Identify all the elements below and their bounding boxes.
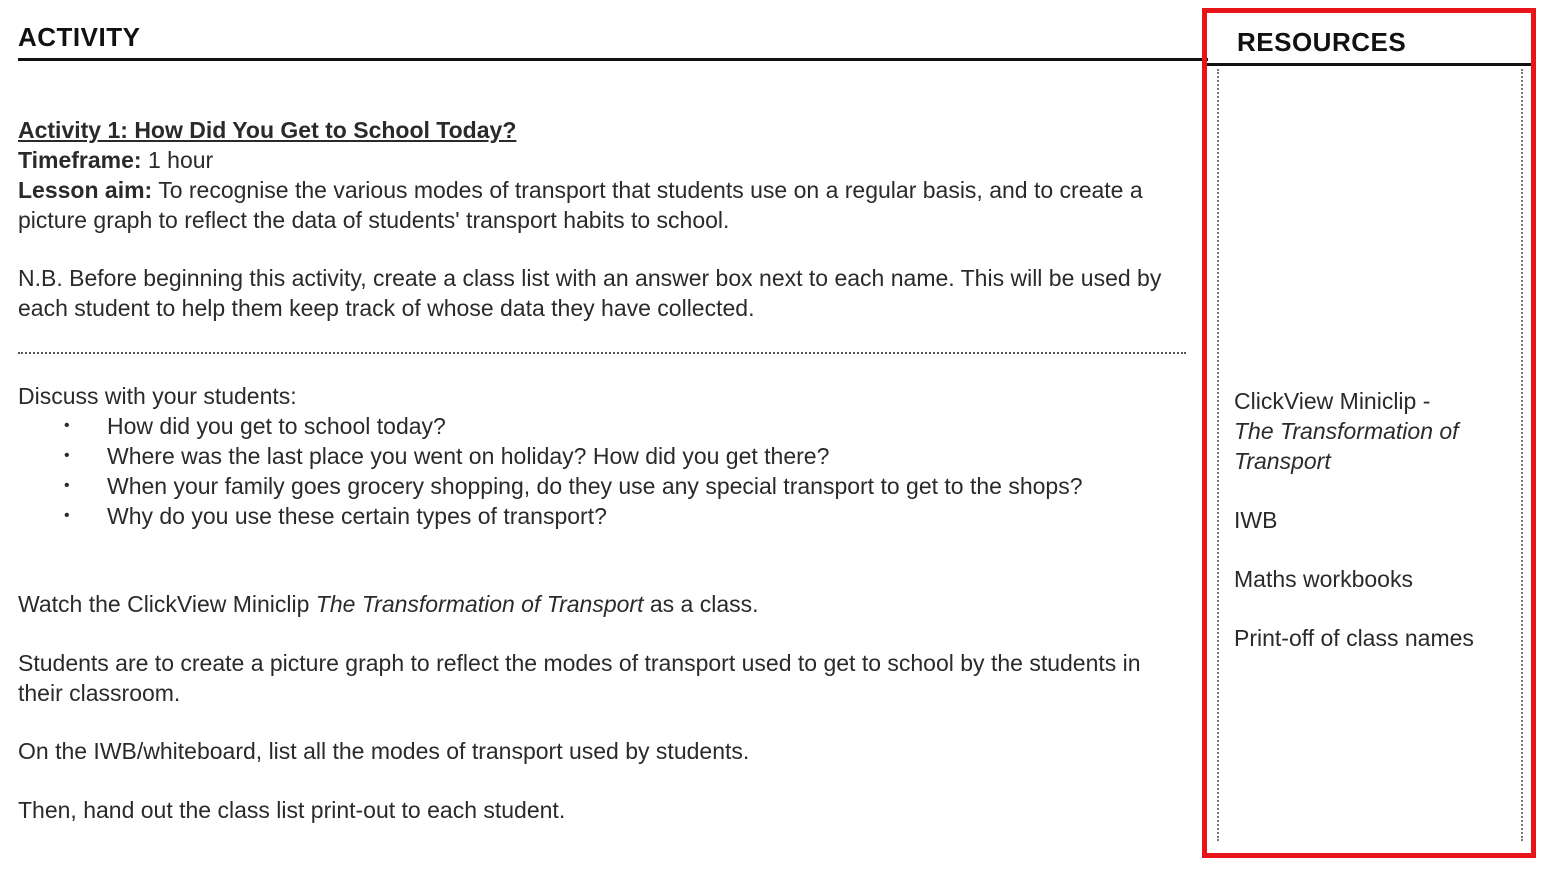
dotted-divider (18, 352, 1186, 354)
resources-column-highlight (1202, 8, 1536, 858)
timeframe-line (18, 145, 1198, 175)
watch-instruction (18, 589, 1188, 619)
list-item (18, 471, 1198, 501)
resource-class-names-printout: Print-off of class names (1234, 625, 1474, 651)
resources-list (1234, 386, 1524, 682)
resource-miniclip (1234, 386, 1524, 476)
question-text: Where was the last place you went on holiday? How did you get there? (107, 443, 830, 469)
bullet-icon: • (64, 417, 70, 434)
resources-header: RESOURCES (1237, 27, 1407, 57)
bullet-icon: • (64, 447, 70, 464)
timeframe-value: 1 hour (141, 147, 214, 173)
activity-header: ACTIVITY (18, 22, 141, 52)
discussion-intro: Discuss with your students: (18, 383, 297, 409)
list-item (18, 411, 1198, 441)
bullet-icon: • (64, 477, 70, 494)
timeframe-label: Timeframe: (18, 147, 142, 173)
discussion-questions (18, 411, 1198, 531)
discussion-section (18, 381, 1198, 531)
lesson-aim-line (18, 175, 1198, 235)
picture-graph-instruction: Students are to create a picture graph to reflect the modes of transport used to get to school by the students in their classroom. (18, 650, 1141, 706)
list-item (18, 441, 1198, 471)
lesson-aim-value: To recognise the various modes of transport that students use on a regular basis, and to create a picture graph to reflect the data of students' transport habits to school. (18, 177, 1143, 233)
watch-suffix: as a class. (643, 591, 759, 617)
resource-miniclip-label: ClickView Miniclip - (1234, 388, 1431, 414)
activity-header-rule (18, 58, 1208, 61)
list-item (18, 501, 1198, 531)
question-text: When your family goes grocery shopping, do they use any special transport to get to the shops? (107, 473, 1083, 499)
nb-note: N.B. Before beginning this activity, create a class list with an answer box next to each name. This will be used by each student to help them keep track of whose data they have collected. (18, 265, 1162, 321)
resources-header-rule (1207, 63, 1531, 66)
resource-maths-workbooks: Maths workbooks (1234, 566, 1413, 592)
question-text: How did you get to school today? (107, 413, 446, 439)
lesson-aim-label: Lesson aim: (18, 177, 153, 203)
activity-intro (18, 115, 1198, 235)
watch-prefix: Watch the ClickView Miniclip (18, 591, 316, 617)
handout-instruction: Then, hand out the class list print-out to each student. (18, 797, 566, 823)
activity-title: Activity 1: How Did You Get to School Today? (18, 117, 517, 143)
resource-iwb: IWB (1234, 507, 1278, 533)
miniclip-title: The Transformation of Transport (315, 591, 644, 617)
question-text: Why do you use these certain types of transport? (107, 503, 607, 529)
resources-dotted-border-left (1217, 69, 1219, 841)
resource-miniclip-title: The Transformation of Transport (1234, 418, 1459, 474)
bullet-icon: • (64, 507, 70, 524)
whiteboard-instruction: On the IWB/whiteboard, list all the modes of transport used by students. (18, 738, 750, 764)
